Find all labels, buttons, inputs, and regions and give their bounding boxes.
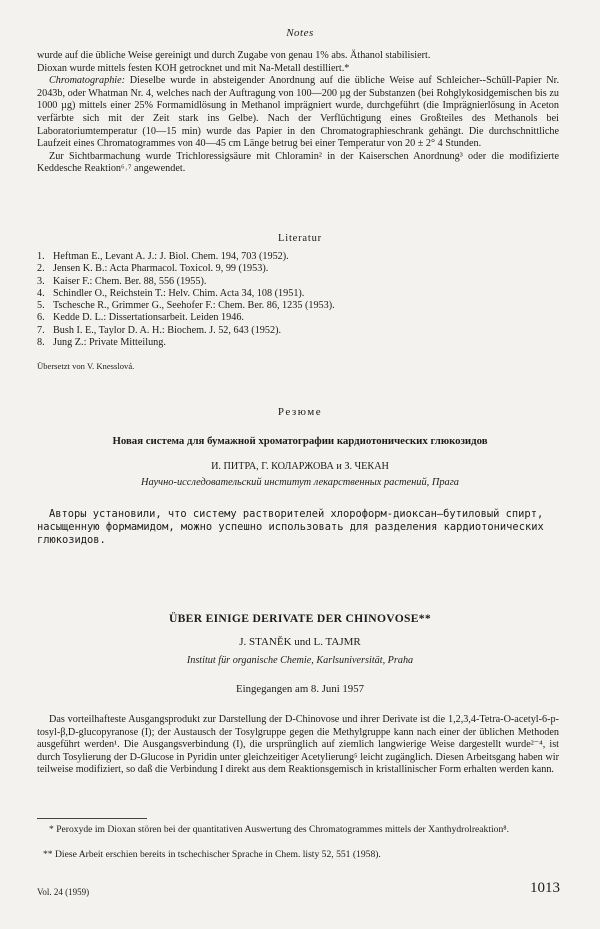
footnote-divider bbox=[37, 818, 147, 819]
resume-heading: Резюме bbox=[277, 406, 323, 418]
reference-item: 1. Heftman E., Levant A. J.: J. Biol. Chem. 194, 703 (1952). bbox=[37, 251, 289, 262]
translator-note: Übersetzt von V. Knesslová. bbox=[37, 361, 135, 371]
footnote-2: ** Diese Arbeit erschien bereits in tschechischer Sprache in Chem. listy 52, 551 (1958). bbox=[43, 849, 381, 860]
reference-item: 4. Schindler O., Reichstein T.: Helv. Chim. Acta 34, 108 (1951). bbox=[37, 287, 305, 299]
chromatography-label: Chromatographie: bbox=[49, 75, 126, 87]
volume-label: Vol. 24 (1959) bbox=[37, 887, 90, 897]
chromatography-text: Dieselbe wurde in absteigender Anordnung auf die übliche Weise auf Schleicher--Schüll-Papier Nr. 2043b, oder Whatman Nr. 4, welches nach der Auftragung von 100—200 µg der Substanzen (bei Rohglykosidgemischen bis zu 1000 µg) mittels einer 25% Formamidlösung in Methanol imprägniert wurde, durchgeführt (die Imprägnierlösung in Aceton verfärbte sich mit der Zeit stark ins Gelbe). Nach der Verflüchtigung eines Großteiles des Methanols bei Laboratoriumtemperatur (10—15 min) wurde das Papier in den Chromatographieschrank gehängt. Die durchschnittliche Laufzeit eines Chromatogrammes von 40—45 cm Länge betrug bei einer Temperatur von 20 ± 2° 4 Stunden. bbox=[37, 75, 559, 150]
resume-authors: И. ПИТРА, Г. КОЛАРЖОВА и З. ЧЕКАН bbox=[211, 461, 389, 472]
resume-abstract: Авторы установили, что систему растворителей хлороформ-диоксан—бутиловый спирт, насыщенную формамидом, можно успешно использовать для разделения кардиотонических глюкозидов. bbox=[37, 508, 544, 547]
running-head: Notes bbox=[286, 27, 314, 39]
literature-heading: Literatur bbox=[278, 233, 322, 244]
article-paragraph: Das vorteilhafteste Ausgangsprodukt zur Darstellung der D-Chinovose und ihrer Derivate ist die 1,2,3,4-Tetra-O-acetyl-6-p-tosyl-β,D-glucopyranose (I); der Austausch der Tosylgruppe gegen die Methylgruppe kann nach einer der üblichen Methoden ausgeführt werden¹. Die Ausgangsverbindung (I), die ursprünglich auf ziemlich langwierige Weise dargestellt wurde²⁻⁴, ist durch Tosylierung der D-Glucose in Pyridin unter gleichzeitiger Acetylierung⁵ leicht zugänglich. Diesen Arbeitsgang haben wir teilweise modifiziert, so daß die Verbindung I direkt aus dem Reaktionsgemisch in kristallinischer Form erhalten werden kann. bbox=[37, 714, 559, 776]
reference-item: 8. Jung Z.: Private Mitteilung. bbox=[37, 337, 166, 349]
article-institute: Institut für organische Chemie, Karlsuniversität, Praha bbox=[186, 655, 414, 666]
intro-line: wurde auf die übliche Weise gereinigt und durch Zugabe von genau 1% abs. Äthanol stabilisiert. bbox=[37, 50, 431, 61]
article-body bbox=[37, 714, 559, 777]
reference-item: 5. Tschesche R., Grimmer G., Seehofer F.: Chem. Ber. 86, 1235 (1953). bbox=[37, 300, 335, 312]
resume-title: Новая система для бумажной хроматографии кардиотонических глюкозидов bbox=[112, 435, 488, 447]
article-authors: J. STANĚK und L. TAJMR bbox=[239, 636, 361, 648]
reference-list bbox=[37, 251, 559, 349]
page-number: 1013 bbox=[530, 880, 560, 896]
article-title: ÜBER EINIGE DERIVATE DER CHINOVOSE** bbox=[168, 612, 432, 625]
reference-item: 3. Kaiser F.: Chem. Ber. 88, 556 (1955). bbox=[37, 275, 207, 287]
resume-institute: Научно-исследовательский институт лекарственных растений, Прага bbox=[141, 477, 459, 488]
footnote-1: * Peroxyde im Dioxan stören bei der quantitativen Auswertung des Chromatogrammes mittels der Xanthydrolreaktion⁸. bbox=[49, 824, 510, 835]
reference-item: 7. Bush I. E., Taylor D. A. H.: Biochem. J. 52, 643 (1952). bbox=[37, 324, 282, 336]
reference-item: 2. Jensen K. B.: Acta Pharmacol. Toxicol. 9, 99 (1953). bbox=[37, 263, 269, 275]
reference-item: 6. Kedde D. L.: Dissertationsarbeit. Leiden 1946. bbox=[37, 312, 244, 324]
chromatography-paragraph bbox=[37, 75, 559, 151]
visualization-paragraph: Zur Sichtbarmachung wurde Trichloressigsäure mit Chloramin² in der Kaiserschen Anordnung³ oder die modifizierte Keddesche Reaktion⁶˒⁷ angewendet. bbox=[37, 150, 559, 175]
methods-section bbox=[37, 50, 559, 176]
intro-line: Dioxan wurde mittels festen KOH getrocknet und mit Na-Metall destilliert.* bbox=[37, 62, 350, 74]
received-date: Eingegangen am 8. Juni 1957 bbox=[235, 683, 365, 695]
